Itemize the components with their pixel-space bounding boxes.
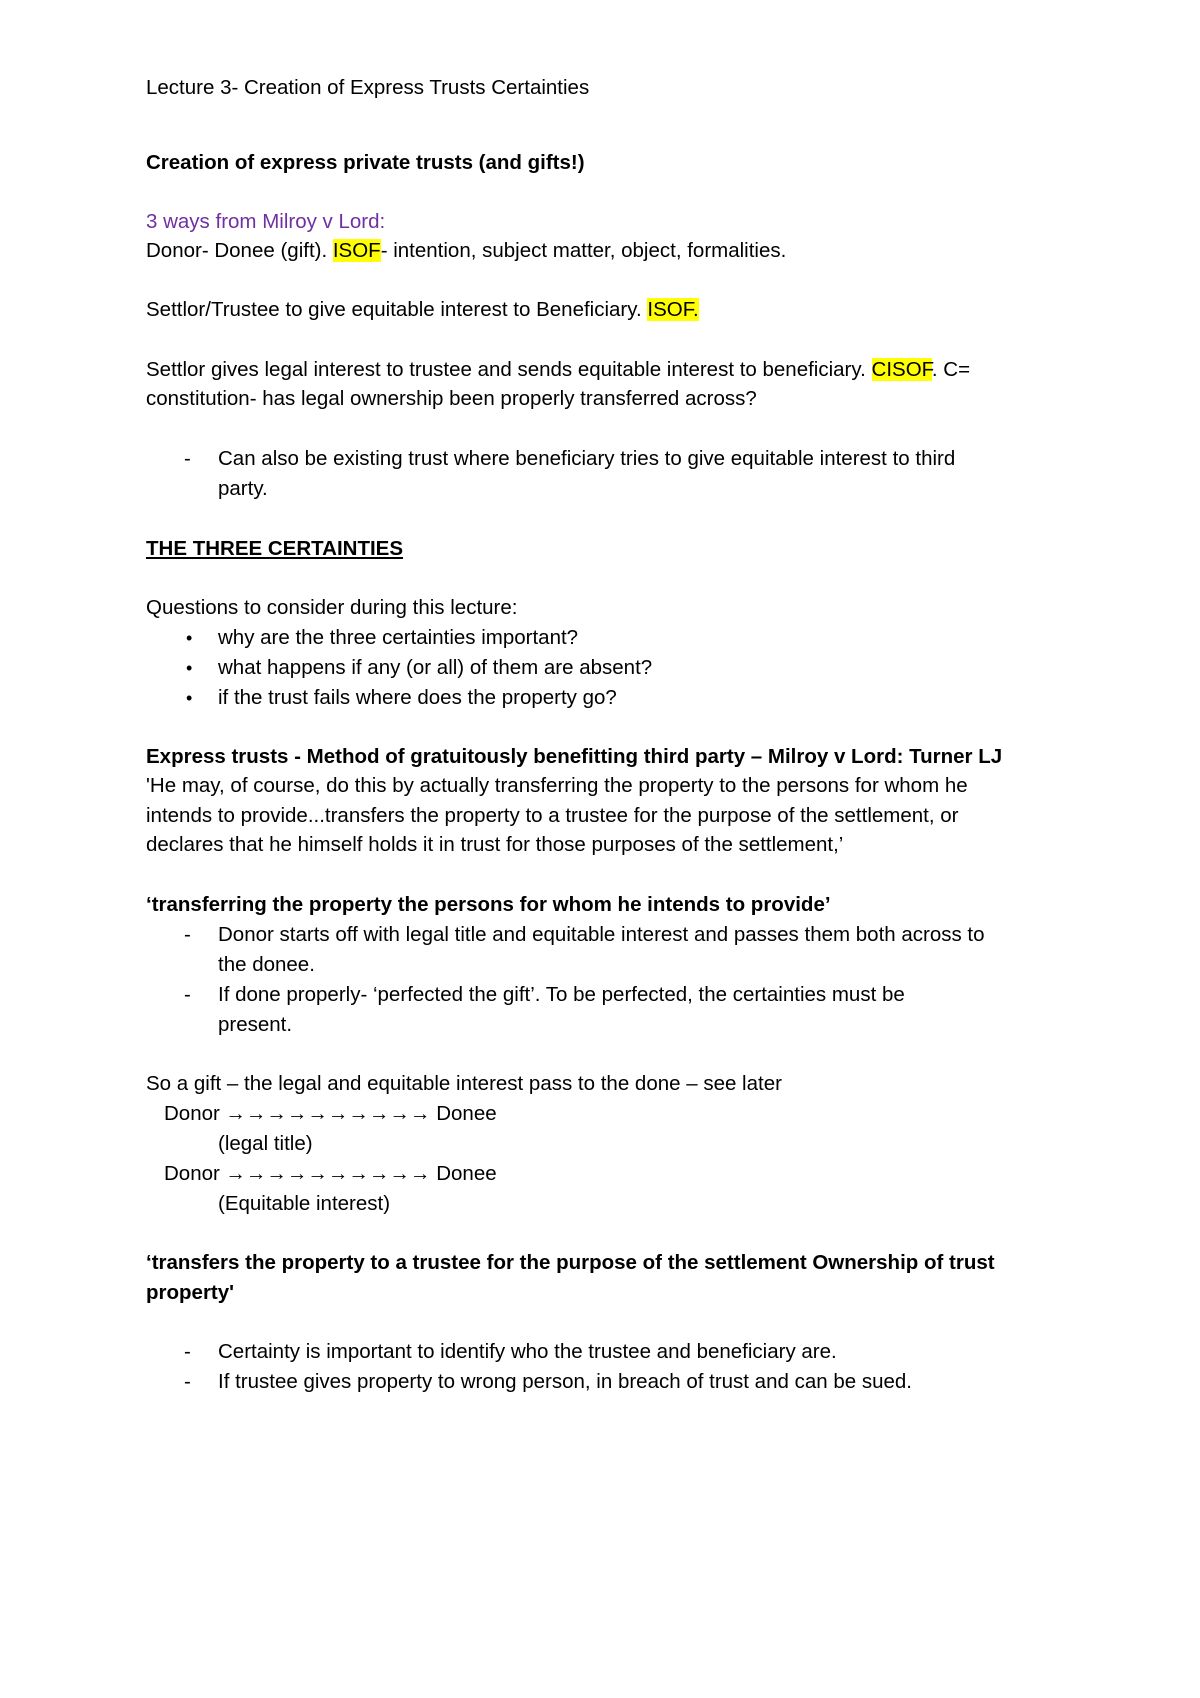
isof-highlight-2: ISOF. bbox=[647, 298, 699, 321]
donor-point-line: Donor starts off with legal title and equitable interest and passes them both across to bbox=[218, 923, 985, 946]
bullet-marker: • bbox=[186, 658, 193, 678]
settlor-legal-line bbox=[146, 355, 970, 385]
donor-donee-text: Donor- Donee (gift). bbox=[146, 239, 333, 262]
cisof-highlight: CISOF bbox=[871, 358, 932, 381]
existing-trust-line-2: party. bbox=[218, 477, 268, 500]
donor-point-line: the donee. bbox=[218, 953, 315, 976]
question-item: why are the three certainties important? bbox=[218, 626, 579, 649]
settlor-trustee-text: Settlor/Trustee to give equitable interest to Beneficiary. bbox=[146, 298, 648, 321]
final-point: If trustee gives property to wrong person, in breach of trust and can be sued. bbox=[218, 1370, 912, 1393]
settlor-legal-rest: . C= bbox=[931, 358, 971, 381]
constitution-line: constitution- has legal ownership been properly transferred across? bbox=[146, 387, 757, 410]
three-certainties-heading: THE THREE CERTAINTIES bbox=[146, 537, 404, 560]
dash-marker: - bbox=[184, 1340, 191, 1363]
question-item: what happens if any (or all) of them are absent? bbox=[218, 656, 653, 679]
dash-marker: - bbox=[184, 983, 191, 1006]
legal-title-label: (legal title) bbox=[218, 1132, 313, 1155]
bullet-marker: • bbox=[186, 688, 193, 708]
dash-marker: - bbox=[184, 923, 191, 946]
donor-point-line: If done properly- ‘perfected the gift’. To be perfected, the certainties must be bbox=[218, 983, 905, 1006]
donor-donee-rest: - intention, subject matter, object, formalities. bbox=[380, 239, 787, 262]
page-title: Lecture 3- Creation of Express Trusts Certainties bbox=[146, 76, 590, 99]
isof-highlight: ISOF bbox=[332, 239, 381, 262]
question-item: if the trust fails where does the property go? bbox=[218, 686, 617, 709]
quote-line: declares that he himself holds it in trust for those purposes of the settlement,’ bbox=[146, 833, 844, 856]
settlor-legal-text: Settlor gives legal interest to trustee and sends equitable interest to beneficiary. bbox=[146, 358, 872, 381]
settlor-trustee-line bbox=[146, 295, 699, 325]
quote-line: 'He may, of course, do this by actually transferring the property to the persons for whom he bbox=[146, 774, 968, 797]
donor-donee-line bbox=[146, 236, 786, 266]
transferring-heading: ‘transferring the property the persons for whom he intends to provide’ bbox=[146, 893, 831, 916]
bullet-marker: • bbox=[186, 628, 193, 648]
quote-line: intends to provide...transfers the property to a trustee for the purpose of the settlement, or bbox=[146, 804, 959, 827]
transfers-heading-line-2: property' bbox=[146, 1281, 235, 1304]
three-ways-heading: 3 ways from Milroy v Lord: bbox=[146, 210, 386, 233]
express-trusts-heading: Express trusts - Method of gratuitously benefitting third party – Milroy v Lord: Turner LJ bbox=[146, 745, 1003, 768]
existing-trust-line-1: Can also be existing trust where beneficiary tries to give equitable interest to third bbox=[218, 447, 956, 470]
section-heading-creation: Creation of express private trusts (and gifts!) bbox=[146, 151, 585, 174]
final-point: Certainty is important to identify who the trustee and beneficiary are. bbox=[218, 1340, 837, 1363]
dash-marker: - bbox=[184, 447, 191, 470]
equitable-interest-label: (Equitable interest) bbox=[218, 1192, 391, 1215]
equitable-interest-flow: Donor →→→→→→→→→→ Donee bbox=[164, 1162, 497, 1185]
questions-intro: Questions to consider during this lecture: bbox=[146, 596, 518, 619]
donor-point-line: present. bbox=[218, 1013, 293, 1036]
legal-title-flow: Donor →→→→→→→→→→ Donee bbox=[164, 1102, 497, 1125]
gift-line: So a gift – the legal and equitable interest pass to the done – see later bbox=[146, 1072, 782, 1095]
transfers-heading-line-1: ‘transfers the property to a trustee for the purpose of the settlement Ownership of trust bbox=[146, 1251, 995, 1274]
dash-marker: - bbox=[184, 1370, 191, 1393]
